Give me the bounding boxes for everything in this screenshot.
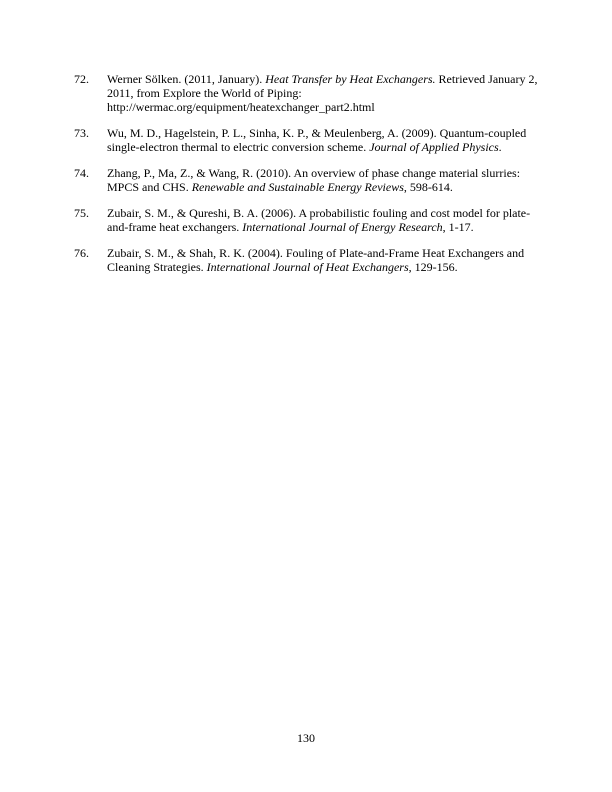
reference-journal: International Journal of Heat Exchangers	[206, 260, 409, 274]
reference-pages: , 598-614.	[403, 180, 453, 194]
reference-text	[107, 246, 544, 274]
reference-text	[107, 72, 544, 114]
reference-item-75	[74, 206, 544, 234]
reference-text	[107, 126, 544, 154]
reference-authors-title: Zhang, P., Ma, Z., & Wang, R. (2010). An overview of phase change material slurries: MPCS and CHS.	[107, 166, 521, 194]
reference-authors-title: Werner Sölken. (2011, January).	[107, 72, 266, 86]
reference-number: 72.	[74, 72, 89, 86]
reference-pages: , 129-156.	[408, 260, 458, 274]
reference-number: 76.	[74, 246, 89, 260]
reference-number: 75.	[74, 206, 89, 220]
reference-text	[107, 206, 544, 234]
reference-authors-title: Zubair, S. M., & Qureshi, B. A. (2006). A probabilistic fouling and cost model for plate-and-frame heat exchangers.	[107, 206, 531, 234]
reference-list	[74, 72, 544, 286]
reference-item-73	[74, 126, 544, 154]
reference-source: Retrieved January 2, 2011, from Explore the World of Piping: http://wermac.org/equipment/heatexchanger_part2.html	[107, 72, 538, 114]
reference-italic-title: Heat Transfer by Heat Exchangers.	[265, 72, 436, 86]
reference-authors-title: Wu, M. D., Hagelstein, P. L., Sinha, K. P., & Meulenberg, A. (2009). Quantum-coupled single-electron thermal to electric conversion scheme.	[107, 126, 527, 154]
reference-number: 73.	[74, 126, 89, 140]
reference-number: 74.	[74, 166, 89, 180]
page-number: 130	[297, 731, 315, 745]
reference-authors-title: Zubair, S. M., & Shah, R. K. (2004). Fouling of Plate-and-Frame Heat Exchangers and Cleaning Strategies.	[107, 246, 525, 274]
reference-journal: International Journal of Energy Research	[242, 220, 443, 234]
reference-item-74	[74, 166, 544, 194]
reference-text	[107, 166, 544, 194]
reference-item-76	[74, 246, 544, 274]
reference-item-72	[74, 72, 544, 114]
reference-journal: Renewable and Sustainable Energy Reviews	[191, 180, 404, 194]
reference-pages: .	[498, 140, 502, 154]
reference-pages: , 1-17.	[442, 220, 474, 234]
reference-journal: Journal of Applied Physics	[369, 140, 499, 154]
